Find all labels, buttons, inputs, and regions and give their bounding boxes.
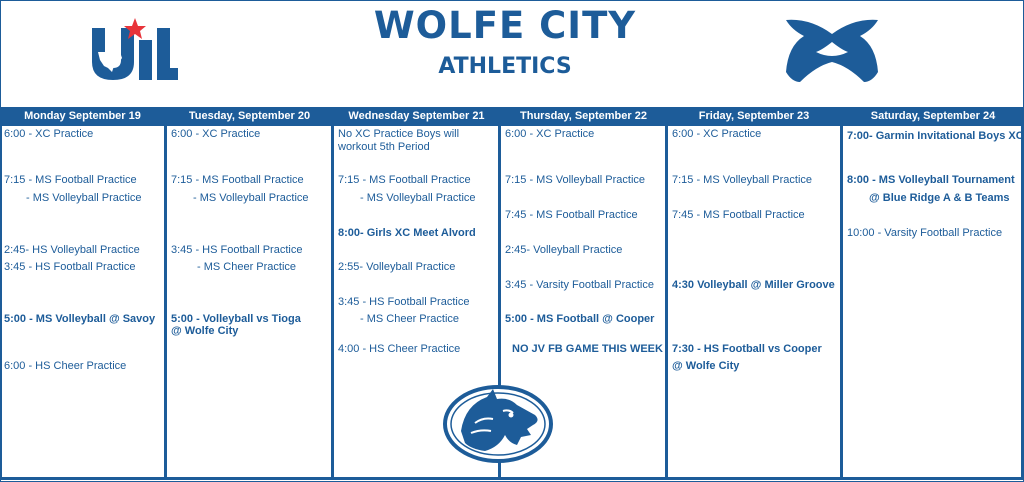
schedule-item: @ Wolfe City	[171, 325, 239, 337]
schedule-item: 10:00 - Varsity Football Practice	[847, 227, 1003, 239]
bottom-border	[0, 477, 1024, 480]
schedule-item: 5:00 - MS Volleyball @ Savoy	[4, 313, 156, 325]
uil-logo-icon	[88, 16, 180, 82]
schedule-item: 7:15 - MS Volleyball Practice	[672, 174, 813, 186]
schedule-item: 7:45 - MS Football Practice	[672, 209, 805, 221]
schedule-item: 6:00 - XC Practice	[4, 128, 94, 140]
day-header-friday: Friday, September 23	[698, 110, 810, 122]
schedule-item: 7:00- Garmin Invitational Boys XC	[847, 130, 1024, 142]
page-subtitle: ATHLETICS	[438, 54, 572, 79]
schedule-item: - MS Cheer Practice	[360, 313, 460, 325]
schedule-item: - MS Volleyball Practice	[26, 192, 142, 204]
schedule-item: - MS Cheer Practice	[197, 261, 297, 273]
schedule-item: 3:45 - HS Football Practice	[171, 244, 303, 256]
schedule-item: 5:00 - Volleyball vs Tioga	[171, 313, 301, 325]
schedule-item: - MS Volleyball Practice	[360, 192, 476, 204]
schedule-item: NO JV FB GAME THIS WEEK	[512, 343, 663, 355]
schedule-item: 7:15 - MS Football Practice	[338, 174, 471, 186]
schedule-item: 6:00 - XC Practice	[171, 128, 261, 140]
day-header-saturday: Saturday, September 24	[870, 110, 996, 122]
schedule-item: 7:45 - MS Football Practice	[505, 209, 638, 221]
column-divider	[331, 107, 334, 479]
schedule-item: 6:00 - XC Practice	[505, 128, 595, 140]
schedule-item: 7:15 - MS Volleyball Practice	[505, 174, 646, 186]
schedule-item: 5:00 - MS Football @ Cooper	[505, 313, 655, 325]
day-header-wednesday: Wednesday September 21	[348, 110, 485, 122]
column-divider	[164, 107, 167, 479]
schedule-item: 6:00 - HS Cheer Practice	[4, 360, 127, 372]
schedule-item: 2:45- Volleyball Practice	[505, 244, 623, 256]
day-header-tuesday: Tuesday, September 20	[188, 110, 311, 122]
schedule-item: 2:45- HS Volleyball Practice	[4, 244, 140, 256]
schedule-item: @ Wolfe City	[672, 360, 740, 372]
wolf-mascot-icon	[443, 385, 553, 463]
schedule-item: 3:45 - Varsity Football Practice	[505, 279, 654, 291]
column-divider	[840, 107, 843, 479]
schedule-item: 8:00- Girls XC Meet Alvord	[338, 227, 476, 239]
schedule-item: workout 5th Period	[338, 141, 430, 153]
column-divider	[0, 107, 2, 479]
schedule-item: 7:15 - MS Football Practice	[4, 174, 137, 186]
day-header-monday: Monday September 19	[24, 110, 141, 122]
day-header-thursday: Thursday, September 22	[520, 110, 647, 122]
schedule-item: 2:55- Volleyball Practice	[338, 261, 456, 273]
schedule-item: 7:30 - HS Football vs Cooper	[672, 343, 822, 355]
schedule-item: 7:15 - MS Football Practice	[171, 174, 304, 186]
schedule-item: 4:30 Volleyball @ Miller Groove	[672, 279, 835, 291]
page-title: WOLFE CITY	[373, 4, 637, 47]
schedule-item: 4:00 - HS Cheer Practice	[338, 343, 461, 355]
schedule-item: No XC Practice Boys will	[338, 128, 460, 140]
schedule-item: - MS Volleyball Practice	[193, 192, 309, 204]
schedule-item: @ Blue Ridge A & B Teams	[869, 192, 1010, 204]
schedule-item: 3:45 - HS Football Practice	[4, 261, 136, 273]
schedule-item: 3:45 - HS Football Practice	[338, 296, 470, 308]
under-armour-logo-icon	[780, 14, 884, 88]
schedule-item: 8:00 - MS Volleyball Tournament	[847, 174, 1015, 186]
column-divider	[665, 107, 668, 479]
schedule-item: 6:00 - XC Practice	[672, 128, 762, 140]
